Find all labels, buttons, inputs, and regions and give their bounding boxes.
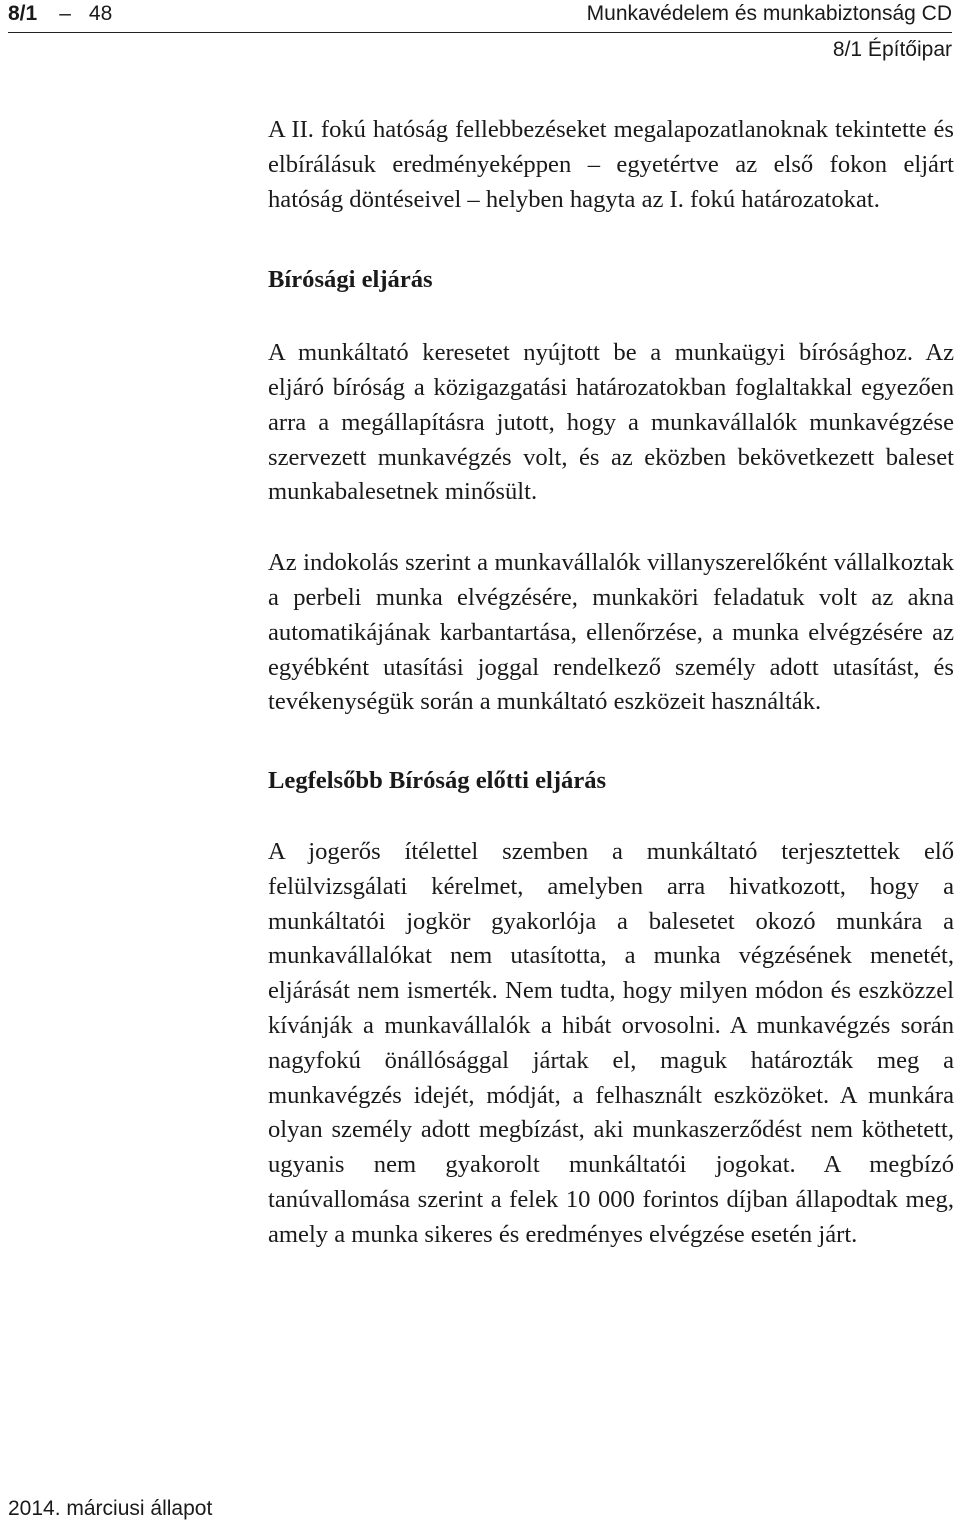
header-left: [8, 0, 112, 28]
page-number: 48: [88, 2, 113, 25]
paragraph-lawsuit: A munkáltató keresetet nyújtott be a munkaügyi bírósághoz. Az eljáró bíróság a közigazgatási határozatokban foglaltakkal egyezően arra a megállapításra jutott, hogy a munkavállalók munkavégzése szervezett munkavégzés volt, és az eközben bekövetkezett baleset munkabalesetnek minősült.: [268, 339, 954, 506]
publication-title: Munkavédelem és munkabiztonság CD: [586, 2, 952, 25]
header-dash: –: [59, 2, 71, 25]
heading-court-procedure: Bírósági eljárás: [268, 266, 433, 294]
page-header: [0, 0, 960, 64]
chapter-title: 8/1 Építőipar: [832, 38, 952, 61]
page-footer: 2014. márciusi állapot: [8, 1497, 213, 1520]
page-content: [268, 113, 954, 1253]
section-number: 8/1: [8, 2, 38, 25]
paragraph-appeal-decision: A II. fokú hatóság fellebbezéseket megalapozatlanoknak tekintette és elbírálásuk eredményeképpen – egyetértve az első fokon eljárt hatóság döntéseivel – helyben hagyta az I. fokú határozatokat.: [268, 116, 954, 213]
heading-supreme-court-procedure: Legfelsőbb Bíróság előtti eljárás: [268, 767, 607, 795]
paragraph-reasoning: Az indokolás szerint a munkavállalók villanyszerelőként vállalkoztak a perbeli munka elvégzésére, munkaköri feladatuk volt az akna automatikájának karbantartása, ellenőrzése, a munka elvégzésére az egyébként utasítási joggal rendelkező személy adott utasítást, és tevékenységük során a munkáltató eszközeit használták.: [268, 549, 954, 716]
header-rule: [8, 32, 952, 33]
paragraph-review-request: A jogerős ítélettel szemben a munkáltató terjesztettek elő felülvizsgálati kérelmet, amelyben arra hivatkozott, hogy a munkáltatói jogkör gyakorlója a balesetet okozó munkára a munkavállalókat nem utasította, a munka végzésének menetét, eljárását nem ismerték. Nem tudta, hogy milyen módon és eszközzel kívánják a munkavállalók a hibát orvosolni. A munkavégzés során nagyfokú önállósággal jártak el, maguk határozták meg a munkavégzés idejét, módját, a felhasznált eszközöket. A munkára olyan személy adott megbízást, aki munkaszerződést nem köthetett, ugyanis nem gyakorolt munkáltatói jogokat. A megbízó tanúvallomása szerint a felek 10 000 forintos díjban állapodtak meg, amely a munka sikeres és eredményes elvégzése esetén járt.: [268, 837, 954, 1248]
